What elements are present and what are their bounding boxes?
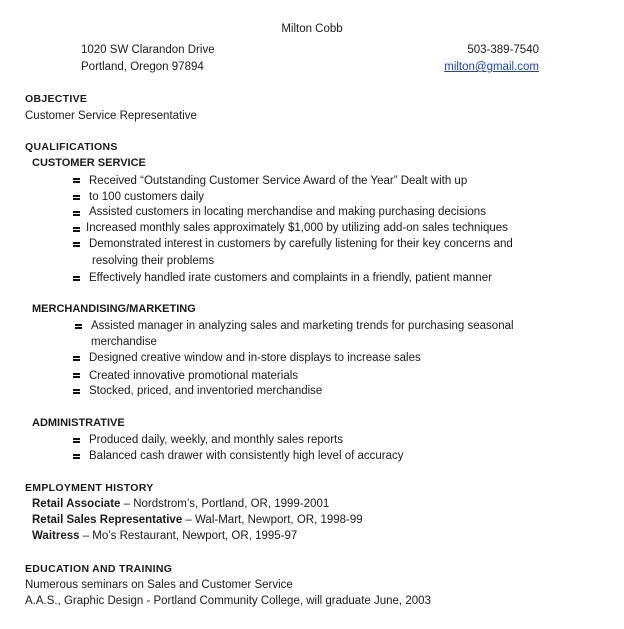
- list-item: Increased monthly sales approximately $1,000 by utilizing add-on sales techniques: [86, 222, 508, 234]
- bullet-icon: [73, 195, 80, 200]
- objective-heading: OBJECTIVE: [25, 93, 88, 105]
- customer-service-heading: CUSTOMER SERVICE: [32, 157, 146, 169]
- administrative-heading: ADMINISTRATIVE: [32, 417, 125, 429]
- bullet-icon: [75, 324, 82, 329]
- list-item: Balanced cash drawer with consistently high level of accuracy: [89, 450, 404, 462]
- job-detail: – Nordstrom’s, Portland, OR, 1999-2001: [120, 498, 330, 510]
- address-line-2: Portland, Oregon 97894: [81, 61, 204, 73]
- bullet-icon: [73, 438, 80, 443]
- bullet-icon: [73, 211, 80, 216]
- list-item: Effectively handled irate customers and complaints in a friendly, patient manner: [89, 272, 492, 284]
- list-item: to 100 customers daily: [89, 191, 205, 203]
- bullet-icon: [73, 242, 80, 247]
- address-line-1: 1020 SW Clarandon Drive: [81, 44, 215, 56]
- bullet-icon: [73, 178, 80, 183]
- objective-text: Customer Service Representative: [25, 110, 197, 122]
- job-detail: – Wal-Mart, Newport, OR, 1998-99: [182, 514, 363, 526]
- list-item: Stocked, priced, and inventoried merchandise: [89, 385, 323, 397]
- job-entry: [32, 528, 297, 544]
- resume-name: Milton Cobb: [281, 23, 343, 35]
- job-title: Waitress: [32, 530, 80, 542]
- qualifications-heading: QUALIFICATIONS: [25, 141, 118, 153]
- bullet-icon: [73, 373, 80, 378]
- education-line: Numerous seminars on Sales and Customer Service: [25, 579, 293, 591]
- bullet-icon: [73, 276, 80, 281]
- list-item: Assisted customers in locating merchandise and making purchasing decisions: [89, 206, 486, 218]
- email-link[interactable]: milton@gmail.com: [444, 61, 539, 73]
- bullet-icon: [73, 389, 80, 394]
- bullet-icon: [73, 356, 80, 361]
- list-item-continuation: resolving their problems: [92, 255, 215, 267]
- list-item: Demonstrated interest in customers by carefully listening for their key concerns and: [89, 238, 513, 250]
- list-item: Created innovative promotional materials: [89, 370, 299, 382]
- list-item: Produced daily, weekly, and monthly sales reports: [89, 434, 343, 446]
- job-entry: [32, 512, 363, 528]
- list-item-continuation: merchandise: [91, 336, 157, 348]
- phone-number: 503-389-7540: [467, 44, 539, 56]
- bullet-icon: [73, 454, 80, 459]
- education-line: A.A.S., Graphic Design - Portland Community College, will graduate June, 2003: [25, 595, 431, 607]
- job-entry: [32, 496, 329, 512]
- job-title: Retail Associate: [32, 498, 121, 510]
- list-item: Assisted manager in analyzing sales and marketing trends for purchasing seasonal: [91, 320, 514, 332]
- merchandising-heading: MERCHANDISING/MARKETING: [32, 303, 196, 315]
- list-item: Received “Outstanding Customer Service Award of the Year” Dealt with up: [89, 175, 468, 187]
- job-title: Retail Sales Representative: [32, 514, 183, 526]
- education-heading: EDUCATION AND TRAINING: [25, 563, 173, 575]
- list-item: Designed creative window and in-store displays to increase sales: [89, 352, 421, 364]
- job-detail: – Mo’s Restaurant, Newport, OR, 1995-97: [79, 530, 298, 542]
- employment-heading: EMPLOYMENT HISTORY: [25, 482, 154, 494]
- bullet-icon: [73, 227, 80, 232]
